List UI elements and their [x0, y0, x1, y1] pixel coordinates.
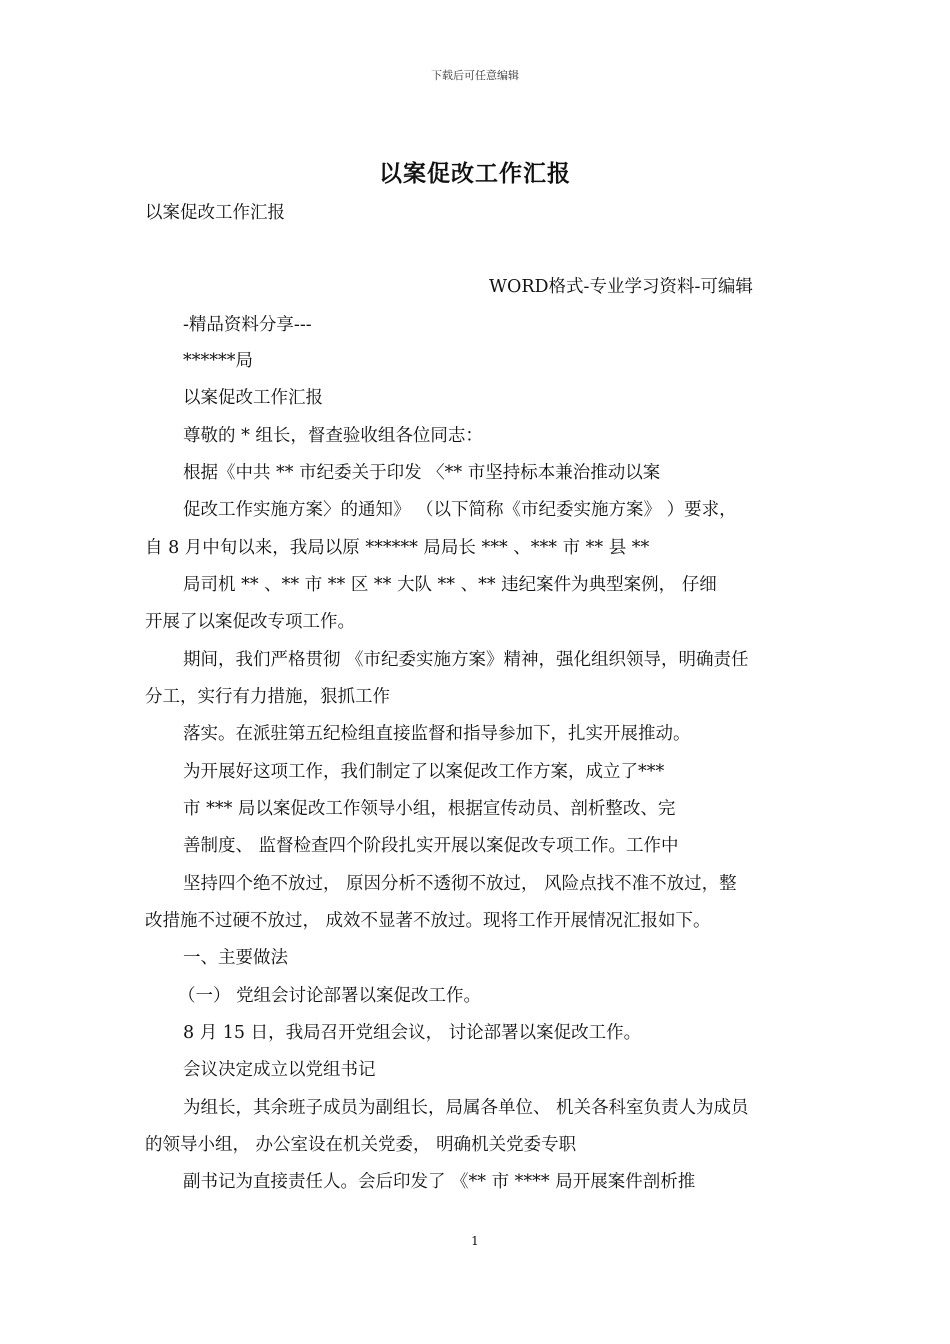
- body-line: 会议决定成立以党组书记: [183, 1060, 376, 1080]
- body-line: 副书记为直接责任人。会后印发了 《** 市 **** 局开展案件剖析推: [183, 1172, 696, 1192]
- document-subtitle: 以案促改工作汇报: [145, 203, 285, 223]
- subsection-heading: （一） 党组会讨论部署以案促改工作。: [178, 986, 482, 1006]
- body-line: 尊敬的 * 组长，督查验收组各位同志：: [183, 426, 483, 446]
- body-line: 促改工作实施方案〉的通知》 （以下简称《市纪委实施方案》 ）要求，: [183, 500, 737, 520]
- body-line: 开展了以案促改专项工作。: [145, 612, 355, 632]
- body-line: -精品资料分享---: [183, 315, 312, 335]
- body-line: 期间，我们严格贯彻 《市纪委实施方案》精神，强化组织领导，明确责任: [183, 650, 749, 670]
- body-line: 的领导小组， 办公室设在机关党委， 明确机关党委专职: [145, 1135, 577, 1155]
- body-line: 落实。在派驻第五纪检组直接监督和指导参加下，扎实开展推动。: [183, 724, 691, 744]
- body-line: 以案促改工作汇报: [183, 388, 323, 408]
- body-line: 坚持四个绝不放过， 原因分析不透彻不放过， 风险点找不准不放过，整: [183, 874, 737, 894]
- document-title: 以案促改工作汇报: [379, 160, 571, 187]
- body-line: 善制度、 监督检查四个阶段扎实开展以案促改专项工作。工作中: [183, 836, 679, 856]
- body-line: ******局: [183, 351, 253, 371]
- section-heading: 一、主要做法: [183, 948, 288, 968]
- body-line: 8 月 15 日，我局召开党组会议， 讨论部署以案促改工作。: [183, 1023, 642, 1043]
- body-line: 局司机 ** 、** 市 ** 区 ** 大队 ** 、** 违纪案件为典型案例， 仔细: [183, 575, 717, 595]
- body-line: 分工，实行有力措施，狠抓工作: [145, 687, 390, 707]
- header-note: 下载后可任意编辑: [431, 69, 519, 82]
- watermark-line: WORD格式-专业学习资料-可编辑: [489, 277, 753, 297]
- body-line: 为开展好这项工作，我们制定了以案促改工作方案，成立了***: [183, 762, 665, 782]
- page-number: 1: [471, 1234, 479, 1248]
- body-line: 市 *** 局以案促改工作领导小组，根据宣传动员、剖析整改、完: [183, 799, 676, 819]
- body-line: 根据《中共 ** 市纪委关于印发 〈** 市坚持标本兼治推动以案: [183, 463, 661, 483]
- body-line: 为组长，其余班子成员为副组长，局属各单位、 机关各科室负责人为成员: [183, 1098, 749, 1118]
- body-line: 改措施不过硬不放过， 成效不显著不放过。现将工作开展情况汇报如下。: [145, 911, 711, 931]
- body-line: 自 8 月中旬以来，我局以原 ****** 局局长 *** 、*** 市 ** 县 **: [145, 538, 650, 558]
